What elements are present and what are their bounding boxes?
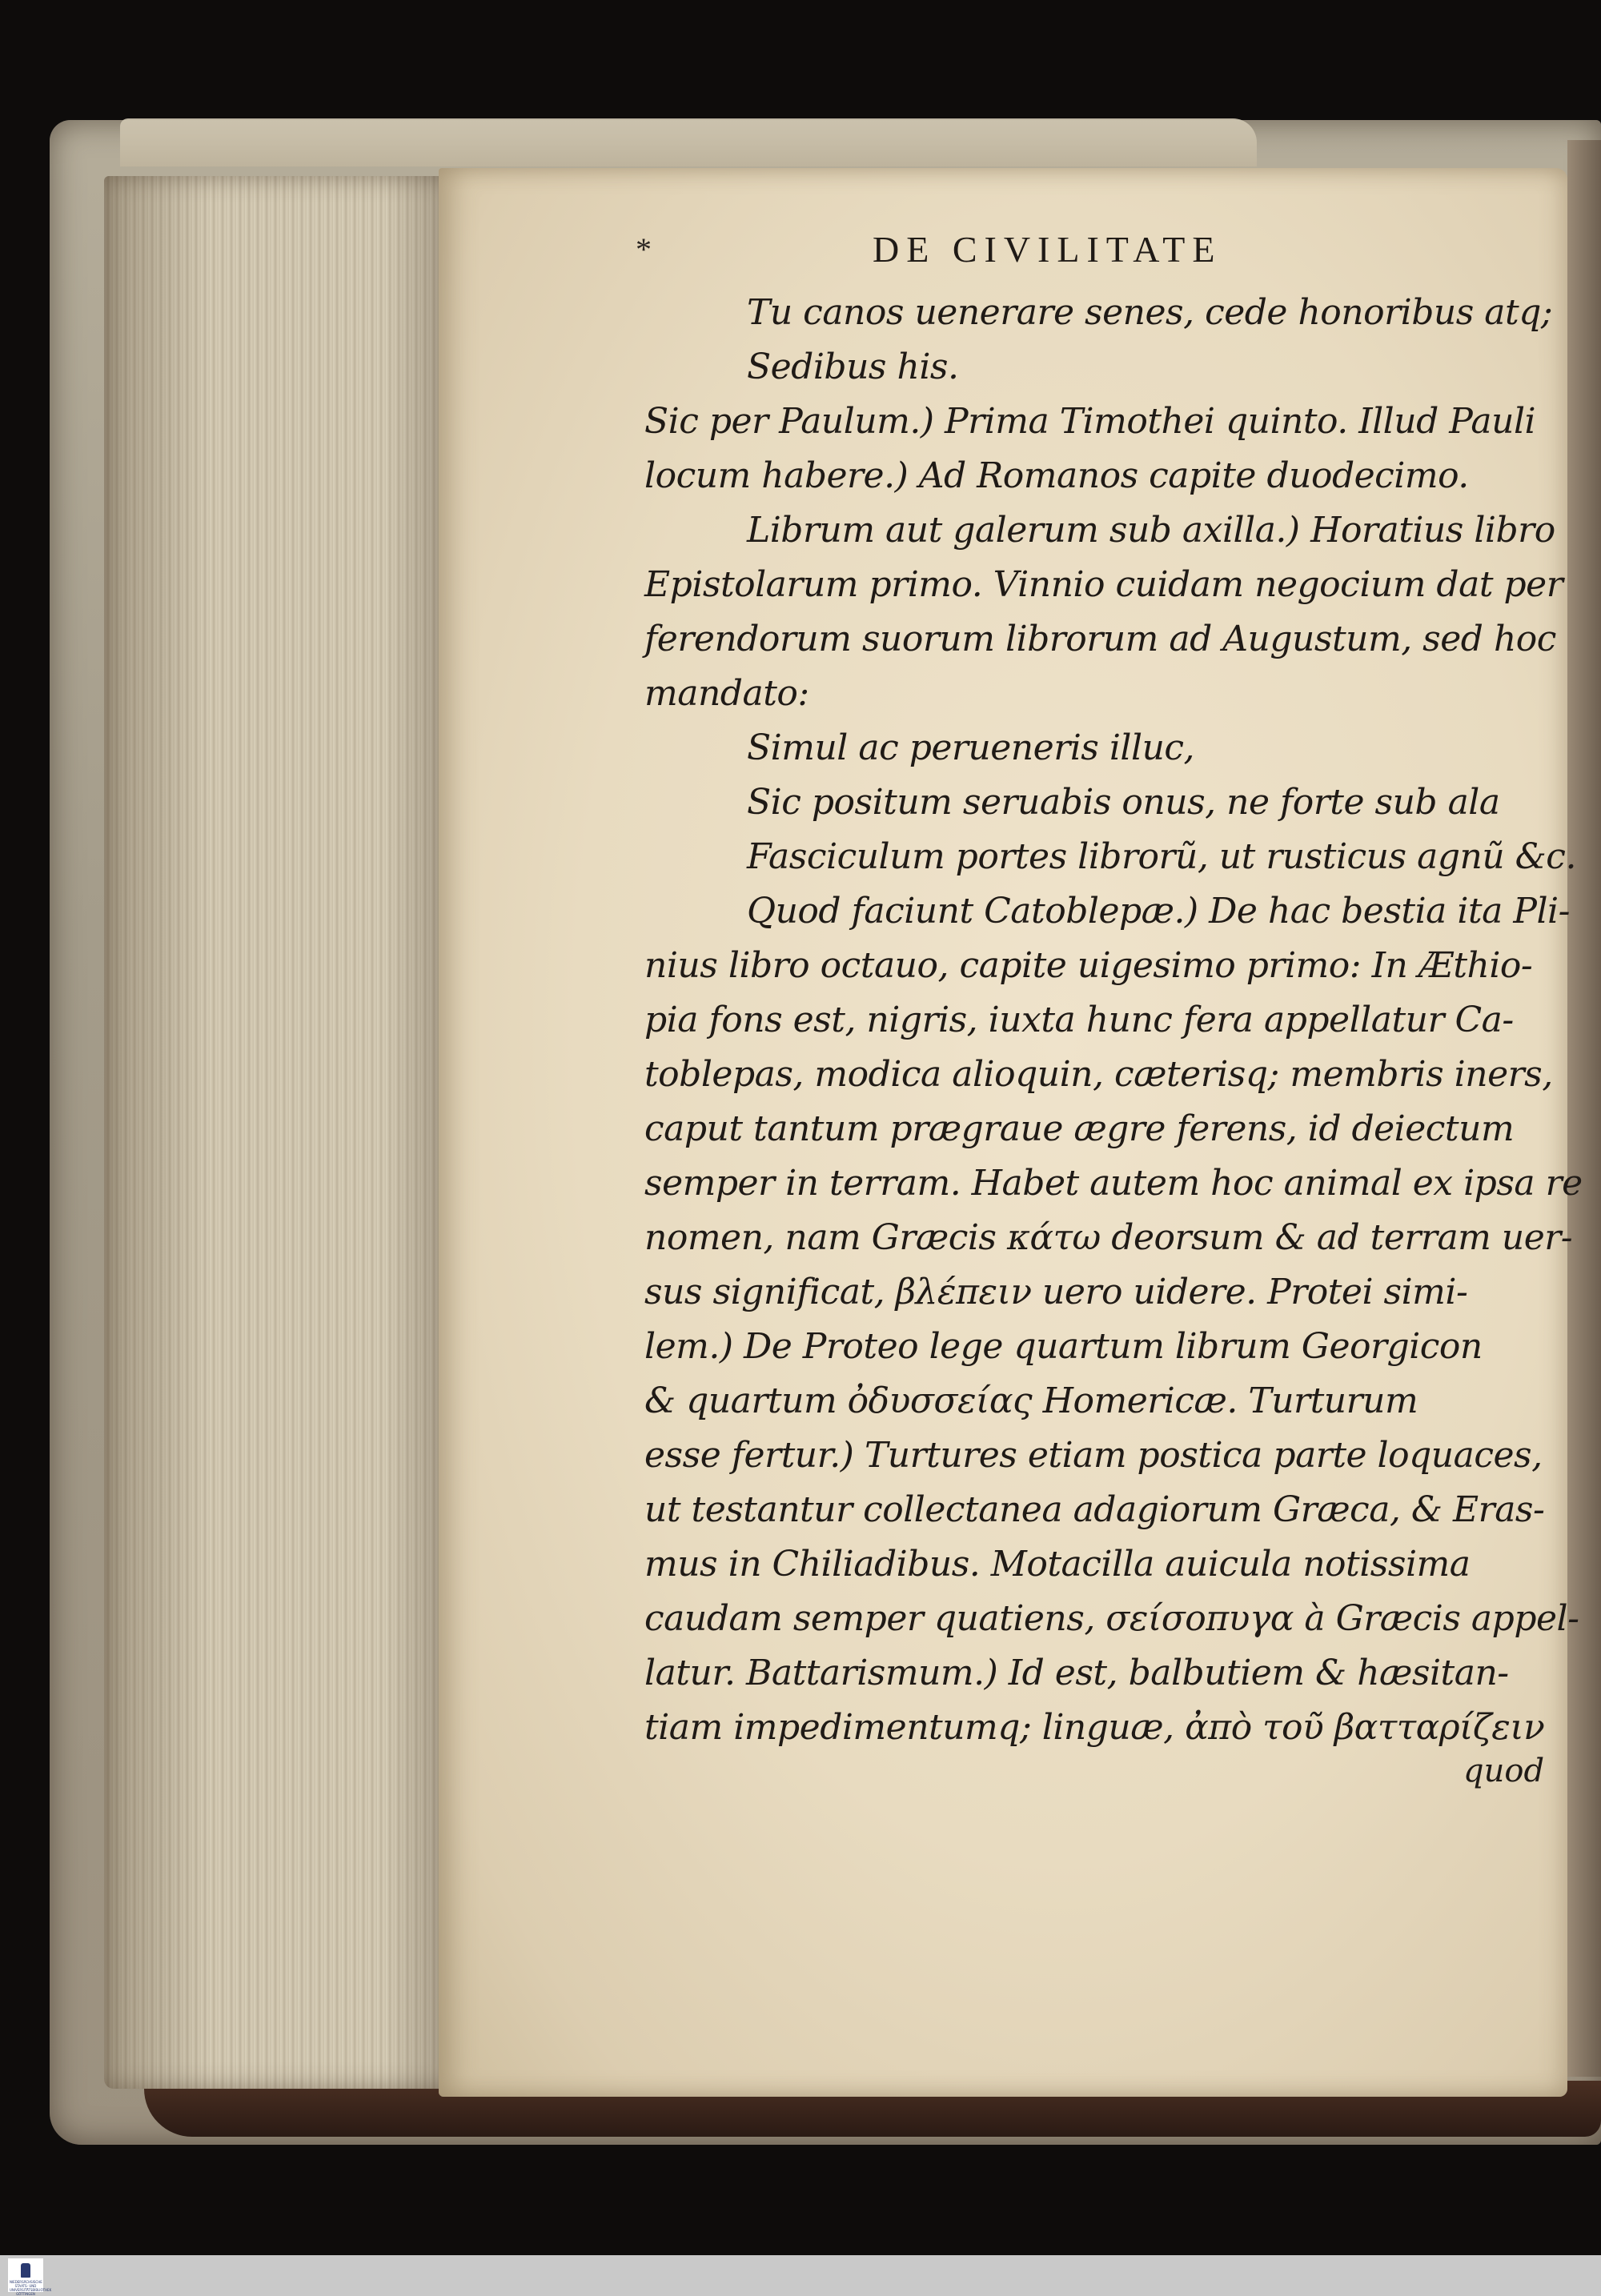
running-head: DE CIVILITATE (873, 229, 1222, 270)
text-line-2: Sedibus his. (747, 347, 959, 387)
right-cover-edge (1567, 140, 1601, 2077)
page-edges-shading (104, 176, 456, 2089)
text-line-23: ut testantur collectanea adagiorum Græca, & Eras- (644, 1489, 1545, 1530)
text-line-25: caudam semper quatiens, σείσοπυγα à Græcis appel- (644, 1598, 1579, 1639)
text-line-3: Sic per Paulum.) Prima Timothei quinto. Illud Pauli (644, 401, 1536, 442)
book-top-edge (120, 118, 1257, 166)
text-line-27: tiam impedimentumq; linguæ, ἀπὸ τοῦ βατταρίζειν (644, 1707, 1545, 1748)
library-logo[interactable] (8, 2258, 52, 2296)
text-line-5: Librum aut galerum sub axilla.) Horatius libro (747, 510, 1555, 551)
text-line-17: semper in terram. Habet autem hoc animal ex ipsa re (644, 1163, 1583, 1204)
text-line-1: Tu canos uenerare senes, cede honoribus atq; (747, 292, 1553, 333)
text-line-11: Fasciculum portes librorũ, ut rusticus agnũ &c. (747, 836, 1576, 877)
text-line-15: toblepas, modica alioquin, cæterisq; membris iners, (644, 1054, 1553, 1095)
text-line-14: pia fons est, nigris, iuxta hunc fera appellatur Ca- (644, 1000, 1514, 1040)
text-line-12: Quod faciunt Catoblepæ.) De hac bestia ita Pli- (747, 891, 1570, 932)
library-logo-caption: NIEDERSÄCHSISCHE STAATS- UND UNIVERSITÄTSBIBLIOTHEK GÖTTINGEN (10, 2280, 52, 2296)
text-line-24: mus in Chiliadibus. Motacilla auicula notissima (644, 1544, 1471, 1585)
text-line-18: nomen, nam Græcis κάτω deorsum & ad terram uer- (644, 1217, 1573, 1258)
text-line-4: locum habere.) Ad Romanos capite duodecimo. (644, 455, 1469, 496)
text-line-26: latur. Battarismum.) Id est, balbutiem & hæsitan- (644, 1653, 1509, 1693)
text-line-13: nius libro octauo, capite uigesimo primo: In Æthio- (644, 945, 1533, 986)
text-line-7: ferendorum suorum librorum ad Augustum, sed hoc (644, 619, 1556, 659)
text-line-8: mandato: (644, 673, 809, 714)
catchword: quod (1463, 1753, 1545, 1789)
text-line-16: caput tantum prægraue ægre ferens, id deiectum (644, 1108, 1515, 1149)
text-line-6: Epistolarum primo. Vinnio cuidam negocium dat per (644, 564, 1563, 605)
text-line-22: esse fertur.) Turtures etiam postica parte loquaces, (644, 1435, 1543, 1476)
text-line-21: & quartum ὀδυσσείας Homericæ. Turturum (644, 1380, 1418, 1421)
text-line-9: Simul ac perueneris illuc, (747, 727, 1195, 768)
signature-mark: * (636, 231, 652, 267)
text-line-10: Sic positum seruabis onus, ne forte sub ala (747, 782, 1500, 823)
text-line-19: sus significat, βλέπειν uero uidere. Protei simi- (644, 1272, 1468, 1312)
library-emblem-icon (21, 2263, 30, 2278)
viewer-footer-bar (0, 2255, 1601, 2296)
text-line-20: lem.) De Proteo lege quartum librum Georgicon (644, 1326, 1483, 1367)
